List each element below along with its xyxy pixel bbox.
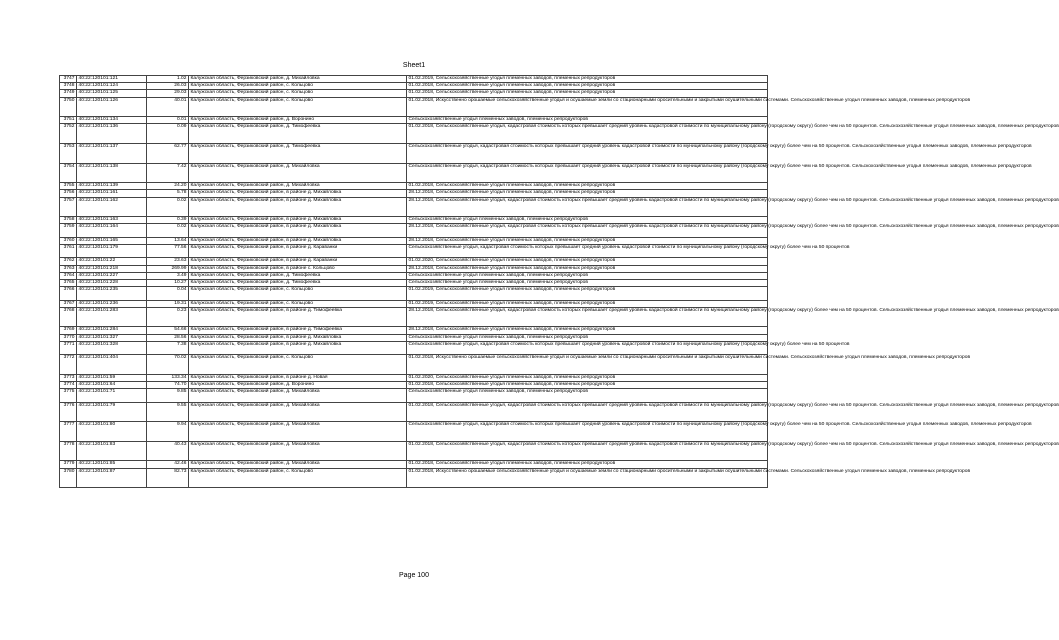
land-use-text: 01.02.2018, Сельскохозяйственные угодья, кадастровая стоимость которых превышает средний уровень кадастровой стоимости по муниципальному району (городскому округу) более чем на 50 процентов. Сельскохозяйственные угодья племенных заводов, племенных репродукторов bbox=[408, 402, 1059, 408]
address-cell: Калужская область, Ферзиковский район, в районе д. Тимофеевка bbox=[189, 327, 407, 334]
land-use-cell bbox=[407, 217, 768, 224]
land-use-cell bbox=[407, 97, 971, 117]
address-cell: Калужская область, Ферзиковский район, с. Кольцово bbox=[189, 300, 407, 307]
land-use-text: Сельскохозяйственные угодья племенных заводов, племенных репродукторов bbox=[408, 334, 588, 340]
area-cell: 0.23 bbox=[147, 307, 189, 327]
cadastral-number-cell: 40:22:120101:71 bbox=[77, 389, 147, 402]
row-number-cell: 3760 bbox=[60, 237, 77, 244]
area-cell: 23.63 bbox=[147, 258, 189, 265]
cadastral-number-cell: 40:22:120101:59 bbox=[77, 374, 147, 381]
land-use-text: 01.02.2018, Искусственно орошаемые сельскохозяйственные угодья и осушаемые земли со стационарными оросительными и закрытыми осушительными системами. Сельскохозяйственные угодья племенных заводов, племенных репродукторов bbox=[408, 355, 971, 361]
area-cell: 9.94 bbox=[147, 422, 189, 442]
land-use-cell bbox=[407, 144, 1032, 164]
land-use-cell bbox=[407, 237, 768, 244]
area-cell: 26.03 bbox=[147, 83, 189, 90]
cadastral-number-cell: 40:22:120101:161 bbox=[77, 190, 147, 197]
land-use-cell bbox=[407, 258, 768, 265]
cadastral-number-cell: 40:22:120101:22 bbox=[77, 258, 147, 265]
area-cell: 0.01 bbox=[147, 117, 189, 124]
table-row bbox=[60, 381, 768, 388]
area-cell: 70.02 bbox=[147, 355, 189, 375]
table-row bbox=[60, 144, 768, 164]
row-number-cell: 3754 bbox=[60, 163, 77, 183]
area-cell: 7.38 bbox=[147, 341, 189, 354]
table-row bbox=[60, 334, 768, 341]
table-row bbox=[60, 468, 768, 488]
land-use-text: 01.02.2018, Сельскохозяйственные угодья племенных заводов, племенных репродукторов bbox=[408, 183, 616, 189]
cadastral-number-cell: 40:22:120101:138 bbox=[77, 163, 147, 183]
cadastral-number-cell: 40:22:120101:404 bbox=[77, 355, 147, 375]
address-cell: Калужская область, Ферзиковский район, д. Тимофеевка bbox=[189, 124, 407, 144]
address-cell: Калужская область, Ферзиковский район, д. Михайловка bbox=[189, 461, 407, 468]
address-cell: Калужская область, Ферзиковский район, в районе д. Караванки bbox=[189, 258, 407, 265]
address-cell: Калужская область, Ферзиковский район, в районе д. Новая bbox=[189, 374, 407, 381]
land-use-cell bbox=[407, 183, 768, 190]
land-use-text: 01.02.2018, Сельскохозяйственные угодья, кадастровая стоимость которых превышает средний уровень кадастровой стоимости по муниципальному району (городскому округу) более чем на 50 процентов. Сельскохозяйственные угодья племенных заводов, племенных репродукторов bbox=[408, 441, 1059, 447]
area-cell: 40.01 bbox=[147, 97, 189, 117]
land-use-cell bbox=[407, 76, 768, 83]
cadastral-number-cell: 40:22:120101:79 bbox=[77, 402, 147, 422]
land-use-cell bbox=[407, 307, 1059, 327]
table-row bbox=[60, 422, 768, 442]
row-number-cell: 3768 bbox=[60, 307, 77, 327]
row-number-cell: 3765 bbox=[60, 279, 77, 286]
land-use-text: Сельскохозяйственные угодья племенных заводов, племенных репродукторов bbox=[408, 117, 588, 123]
address-cell: Калужская область, Ферзиковский район, с. Кольцово bbox=[189, 90, 407, 97]
land-use-text: 01.02.2018, Сельскохозяйственные угодья племенных заводов, племенных репродукторов bbox=[408, 461, 616, 467]
address-cell: Калужская область, Ферзиковский район, д. Михайловка bbox=[189, 389, 407, 402]
land-use-text: 28.12.2018, Сельскохозяйственные угодья племенных заводов, племенных репродукторов bbox=[408, 265, 616, 271]
address-cell: Калужская область, Ферзиковский район, с. Кольцово bbox=[189, 97, 407, 117]
area-cell: 7.42 bbox=[147, 163, 189, 183]
row-number-cell: 3759 bbox=[60, 224, 77, 237]
area-cell: 74.70 bbox=[147, 381, 189, 388]
land-use-text: 01.02.2020, Сельскохозяйственные угодья племенных заводов, племенных репродукторов bbox=[408, 258, 616, 264]
row-number-cell: 3749 bbox=[60, 90, 77, 97]
area-cell: 40.43 bbox=[147, 441, 189, 461]
row-number-cell: 3772 bbox=[60, 355, 77, 375]
area-cell: 9.85 bbox=[147, 389, 189, 402]
cadastral-number-cell: 40:22:120101:121 bbox=[77, 76, 147, 83]
land-use-text: 28.12.2018, Сельскохозяйственные угодья племенных заводов, племенных репродукторов bbox=[408, 327, 616, 333]
land-use-cell bbox=[407, 163, 1032, 183]
land-use-cell bbox=[407, 461, 768, 468]
area-cell: 9.55 bbox=[147, 402, 189, 422]
address-cell: Калужская область, Ферзиковский район, с. Кольцово bbox=[189, 468, 407, 488]
table-row bbox=[60, 272, 768, 279]
land-use-cell bbox=[407, 197, 1059, 217]
cadastral-number-cell: 40:22:120101:125 bbox=[77, 90, 147, 97]
table-row bbox=[60, 327, 768, 334]
address-cell: Калужская область, Ферзиковский район, в районе д. Михайловка bbox=[189, 217, 407, 224]
address-cell: Калужская область, Ферзиковский район, в районе д. Михайловка bbox=[189, 224, 407, 237]
cadastral-number-cell: 40:22:120101:179 bbox=[77, 244, 147, 257]
address-cell: Калужская область, Ферзиковский район, с. Кольцово bbox=[189, 355, 407, 375]
row-number-cell: 3752 bbox=[60, 124, 77, 144]
area-cell: 0.02 bbox=[147, 197, 189, 217]
area-cell: 269.99 bbox=[147, 265, 189, 272]
address-cell: Калужская область, Ферзиковский район, д. Воронино bbox=[189, 117, 407, 124]
land-use-cell bbox=[407, 334, 768, 341]
land-use-cell bbox=[407, 327, 768, 334]
address-cell: Калужская область, Ферзиковский район, в районе с. Кольцово bbox=[189, 265, 407, 272]
land-use-text: 28.12.2018, Сельскохозяйственные угодья, кадастровая стоимость которых превышает средний уровень кадастровой стоимости по муниципальному району (городскому округу) более чем на 50 процентов. Сельскохозяйственные угодья племенных заводов, племенных репродукторов bbox=[408, 197, 1059, 203]
area-cell: 3.49 bbox=[147, 272, 189, 279]
cadastral-number-cell: 40:22:120101:85 bbox=[77, 461, 147, 468]
area-cell: 10.27 bbox=[147, 279, 189, 286]
land-use-cell bbox=[407, 374, 768, 381]
address-cell: Калужская область, Ферзиковский район, д. Михайловка bbox=[189, 163, 407, 183]
land-use-text: Сельскохозяйственные угодья, кадастровая стоимость которых превышает средний уровень кадастровой стоимости по муниципальному району (городскому округу) более чем на 50 процентов. Сельскохозяйственные угодья племенных заводов, племенных репродукторов bbox=[408, 144, 1032, 149]
land-use-cell bbox=[407, 279, 768, 286]
land-use-text: Сельскохозяйственные угодья, кадастровая стоимость которых превышает средний уровень кадастровой стоимости по муниципальному району (городскому округу) более чем на 50 процентов. Сельскохозяйственные угодья племенных заводов, племенных репродукторов bbox=[408, 163, 1032, 169]
table-row bbox=[60, 287, 768, 300]
address-cell: Калужская область, Ферзиковский район, в районе д. Михайловка bbox=[189, 237, 407, 244]
land-use-text: Сельскохозяйственные угодья племенных заводов, племенных репродукторов bbox=[408, 272, 588, 278]
land-use-text: 28.12.2018, Сельскохозяйственные угодья племенных заводов, племенных репродукторов bbox=[408, 190, 616, 196]
cadastral-number-cell: 40:22:120101:227 bbox=[77, 272, 147, 279]
land-use-cell bbox=[407, 190, 768, 197]
table-row bbox=[60, 389, 768, 402]
table-row bbox=[60, 163, 768, 183]
address-cell: Калужская область, Ферзиковский район, с. Кольцово bbox=[189, 287, 407, 300]
land-use-text: 01.02.2018, Сельскохозяйственные угодья, кадастровая стоимость которых превышает средний уровень кадастровой стоимости по муниципальному району (городскому округу) более чем на 50 процентов. Сельскохозяйственные угодья племенных заводов, племенных репродукторов bbox=[408, 124, 1059, 130]
cadastral-number-cell: 40:22:120101:87 bbox=[77, 468, 147, 488]
table-row bbox=[60, 341, 768, 354]
row-number-cell: 3762 bbox=[60, 258, 77, 265]
table-row bbox=[60, 76, 768, 83]
table-row bbox=[60, 374, 768, 381]
address-cell: Калужская область, Ферзиковский район, д. Тимофеевка bbox=[189, 144, 407, 164]
row-number-cell: 3750 bbox=[60, 97, 77, 117]
cadastral-number-cell: 40:22:120101:235 bbox=[77, 287, 147, 300]
area-cell: 42.46 bbox=[147, 461, 189, 468]
land-use-cell bbox=[407, 224, 1059, 237]
row-number-cell: 3774 bbox=[60, 381, 77, 388]
address-cell: Калужская область, Ферзиковский район, в районе д. Караванки bbox=[189, 244, 407, 257]
land-use-text: 28.12.2018, Сельскохозяйственные угодья, кадастровая стоимость которых превышает средний уровень кадастровой стоимости по муниципальному району (городскому округу) более чем на 50 процентов. Сельскохозяйственные угодья племенных заводов, племенных репродукторов bbox=[408, 307, 1059, 313]
land-use-cell bbox=[407, 355, 971, 375]
land-use-cell bbox=[407, 124, 1059, 144]
cadastral-number-cell: 40:22:120101:228 bbox=[77, 279, 147, 286]
area-cell: 77.56 bbox=[147, 244, 189, 257]
area-cell: 19.31 bbox=[147, 300, 189, 307]
address-cell: Калужская область, Ферзиковский район, д. Михайловка bbox=[189, 441, 407, 461]
address-cell: Калужская область, Ферзиковский район, д. Михайловка bbox=[189, 76, 407, 83]
table-row bbox=[60, 355, 768, 375]
row-number-cell: 3761 bbox=[60, 244, 77, 257]
row-number-cell: 3770 bbox=[60, 334, 77, 341]
cadastral-number-cell: 40:22:120101:218 bbox=[77, 265, 147, 272]
land-use-cell bbox=[407, 402, 1059, 422]
table-row bbox=[60, 97, 768, 117]
cadastral-number-cell: 40:22:120101:64 bbox=[77, 381, 147, 388]
cadastral-number-cell: 40:22:120101:134 bbox=[77, 117, 147, 124]
cadastral-number-cell: 40:22:120101:126 bbox=[77, 97, 147, 117]
row-number-cell: 3773 bbox=[60, 374, 77, 381]
area-cell: 5.78 bbox=[147, 190, 189, 197]
land-use-cell bbox=[407, 468, 971, 488]
row-number-cell: 3755 bbox=[60, 183, 77, 190]
area-cell: 1.02 bbox=[147, 76, 189, 83]
address-cell: Калужская область, Ферзиковский район, д. Михайловка bbox=[189, 402, 407, 422]
row-number-cell: 3751 bbox=[60, 117, 77, 124]
cadastral-number-cell: 40:22:120101:327 bbox=[77, 334, 147, 341]
row-number-cell: 3766 bbox=[60, 287, 77, 300]
table-row bbox=[60, 90, 768, 97]
land-use-text: 01.02.2019, Сельскохозяйственные угодья племенных заводов, племенных репродукторов bbox=[408, 300, 616, 306]
cadastral-number-cell: 40:22:120101:328 bbox=[77, 341, 147, 354]
area-cell: 0.04 bbox=[147, 287, 189, 300]
table-row bbox=[60, 441, 768, 461]
address-cell: Калужская область, Ферзиковский район, д. Тимофеевка bbox=[189, 279, 407, 286]
land-use-cell bbox=[407, 244, 850, 257]
area-cell: 0.39 bbox=[147, 217, 189, 224]
land-use-text: 01.02.2018, Сельскохозяйственные угодья племенных заводов, племенных репродукторов bbox=[408, 90, 616, 96]
land-use-cell bbox=[407, 287, 768, 300]
cadastral-number-cell: 40:22:120101:83 bbox=[77, 441, 147, 461]
parcel-table bbox=[59, 75, 1059, 488]
address-cell: Калужская область, Ферзиковский район, д. Воронино bbox=[189, 381, 407, 388]
land-use-cell bbox=[407, 341, 850, 354]
land-use-text: 28.12.2018, Сельскохозяйственные угодья, кадастровая стоимость которых превышает средний уровень кадастровой стоимости по муниципальному району (городскому округу) более чем на 50 процентов. Сельскохозяйственные угодья племенных заводов, племенных репродукторов bbox=[408, 224, 1059, 230]
area-cell: 54.66 bbox=[147, 327, 189, 334]
land-use-text: Сельскохозяйственные угодья племенных заводов, племенных репродукторов bbox=[408, 279, 588, 285]
table-row bbox=[60, 300, 768, 307]
table-row bbox=[60, 307, 768, 327]
address-cell: Калужская область, Ферзиковский район, в районе д. Михайловка bbox=[189, 197, 407, 217]
address-cell: Калужская область, Ферзиковский район, в районе д. Михайловка bbox=[189, 334, 407, 341]
parcel-table-body bbox=[60, 76, 1059, 488]
sheet-title: Sheet1 bbox=[402, 62, 426, 69]
land-use-cell bbox=[407, 265, 768, 272]
row-number-cell: 3775 bbox=[60, 389, 77, 402]
area-cell: 82.73 bbox=[147, 468, 189, 488]
address-cell: Калужская область, Ферзиковский район, в районе д. Тимофеевка bbox=[189, 307, 407, 327]
area-cell: 62.77 bbox=[147, 144, 189, 164]
cadastral-number-cell: 40:22:120101:284 bbox=[77, 327, 147, 334]
table-row bbox=[60, 402, 768, 422]
area-cell: 24.20 bbox=[147, 183, 189, 190]
cadastral-number-cell: 40:22:120101:80 bbox=[77, 422, 147, 442]
row-number-cell: 3769 bbox=[60, 327, 77, 334]
area-cell: 133.34 bbox=[147, 374, 189, 381]
land-use-text: Сельскохозяйственные угодья, кадастровая стоимость которых превышает средний уровень кадастровой стоимости по муниципальному району (городскому округу) более чем на 50 процентов bbox=[408, 341, 850, 347]
row-number-cell: 3764 bbox=[60, 272, 77, 279]
row-number-cell: 3771 bbox=[60, 341, 77, 354]
table-row bbox=[60, 237, 768, 244]
cadastral-number-cell: 40:22:120101:283 bbox=[77, 307, 147, 327]
address-cell: Калужская область, Ферзиковский район, д. Михайловка bbox=[189, 422, 407, 442]
cadastral-number-cell: 40:22:120101:163 bbox=[77, 217, 147, 224]
address-cell: Калужская область, Ферзиковский район, с. Кольцово bbox=[189, 83, 407, 90]
land-use-cell bbox=[407, 441, 1059, 461]
row-number-cell: 3753 bbox=[60, 144, 77, 164]
land-use-cell bbox=[407, 272, 768, 279]
table-row bbox=[60, 258, 768, 265]
row-number-cell: 3756 bbox=[60, 190, 77, 197]
row-number-cell: 3763 bbox=[60, 265, 77, 272]
address-cell: Калужская область, Ферзиковский район, д. Михайловка bbox=[189, 183, 407, 190]
land-use-cell bbox=[407, 300, 768, 307]
row-number-cell: 3747 bbox=[60, 76, 77, 83]
address-cell: Калужская область, Ферзиковский район, в районе д. Михайловка bbox=[189, 341, 407, 354]
table-row bbox=[60, 83, 768, 90]
address-cell: Калужская область, Ферзиковский район, в районе д. Михайловка bbox=[189, 190, 407, 197]
land-use-cell bbox=[407, 422, 1032, 442]
land-use-text: 28.12.2018, Сельскохозяйственные угодья племенных заводов, племенных репродукторов bbox=[408, 237, 616, 243]
land-use-text: Сельскохозяйственные угодья племенных заводов, племенных репродукторов bbox=[408, 217, 588, 223]
land-use-cell bbox=[407, 389, 768, 402]
row-number-cell: 3758 bbox=[60, 217, 77, 224]
land-use-cell bbox=[407, 117, 768, 124]
area-cell: 0.09 bbox=[147, 124, 189, 144]
table-row bbox=[60, 224, 768, 237]
land-use-text: Сельскохозяйственные угодья, кадастровая стоимость которых превышает средний уровень кадастровой стоимости по муниципальному району (городскому округу) более чем на 50 процентов. Сельскохозяйственные угодья племенных заводов, племенных репродукторов bbox=[408, 422, 1032, 428]
land-use-cell bbox=[407, 83, 768, 90]
area-cell: 29.03 bbox=[147, 90, 189, 97]
table-row bbox=[60, 190, 768, 197]
table-row bbox=[60, 279, 768, 286]
address-cell: Калужская область, Ферзиковский район, д. Тимофеевка bbox=[189, 272, 407, 279]
row-number-cell: 3778 bbox=[60, 441, 77, 461]
cadastral-number-cell: 40:22:120101:164 bbox=[77, 224, 147, 237]
land-use-text: 01.02.2018, Сельскохозяйственные угодья племенных заводов, племенных репродукторов bbox=[408, 83, 616, 89]
cadastral-number-cell: 40:22:120101:136 bbox=[77, 124, 147, 144]
land-use-text: 01.02.2018, Искусственно орошаемые сельскохозяйственные угодья и осушаемые земли со стационарными оросительными и закрытыми осушительными системами. Сельскохозяйственные угодья племенных заводов, племенных репродукторов bbox=[408, 97, 971, 103]
table-row bbox=[60, 183, 768, 190]
land-use-text: 01.02.2018, Сельскохозяйственные угодья племенных заводов, племенных репродукторов bbox=[408, 381, 616, 387]
table-row bbox=[60, 244, 768, 257]
cadastral-number-cell: 40:22:120101:165 bbox=[77, 237, 147, 244]
cadastral-number-cell: 40:22:120101:124 bbox=[77, 83, 147, 90]
area-cell: 28.56 bbox=[147, 334, 189, 341]
table-row bbox=[60, 117, 768, 124]
land-use-text: 01.02.2018, Искусственно орошаемые сельскохозяйственные угодья и осушаемые земли со стационарными оросительными и закрытыми осушительными системами. Сельскохозяйственные угодья племенных заводов, племенных репродукторов bbox=[408, 468, 971, 474]
row-number-cell: 3780 bbox=[60, 468, 77, 488]
table-row bbox=[60, 217, 768, 224]
land-use-text: Сельскохозяйственные угодья племенных заводов, племенных репродукторов bbox=[408, 389, 588, 395]
row-number-cell: 3757 bbox=[60, 197, 77, 217]
row-number-cell: 3779 bbox=[60, 461, 77, 468]
page-number: Page 100 bbox=[399, 572, 429, 579]
table-row bbox=[60, 197, 768, 217]
row-number-cell: 3776 bbox=[60, 402, 77, 422]
row-number-cell: 3767 bbox=[60, 300, 77, 307]
cadastral-number-cell: 40:22:120101:162 bbox=[77, 197, 147, 217]
row-number-cell: 3748 bbox=[60, 83, 77, 90]
land-use-cell bbox=[407, 381, 768, 388]
land-use-text: 01.02.2019, Сельскохозяйственные угодья племенных заводов, племенных репродукторов bbox=[408, 287, 616, 293]
land-use-text: Сельскохозяйственные угодья, кадастровая стоимость которых превышает средний уровень кадастровой стоимости по муниципальному району (городскому округу) более чем на 50 процентов bbox=[408, 244, 850, 250]
cadastral-number-cell: 40:22:120101:137 bbox=[77, 144, 147, 164]
table-row bbox=[60, 461, 768, 468]
area-cell: 0.02 bbox=[147, 224, 189, 237]
area-cell: 13.64 bbox=[147, 237, 189, 244]
land-use-text: 01.02.2019, Сельскохозяйственные угодья племенных заводов, племенных репродукторов bbox=[408, 76, 616, 81]
land-use-text: 01.02.2020, Сельскохозяйственные угодья племенных заводов, племенных репродукторов bbox=[408, 374, 616, 380]
cadastral-number-cell: 40:22:120101:139 bbox=[77, 183, 147, 190]
land-use-cell bbox=[407, 90, 768, 97]
cadastral-number-cell: 40:22:120101:236 bbox=[77, 300, 147, 307]
table-row bbox=[60, 124, 768, 144]
row-number-cell: 3777 bbox=[60, 422, 77, 442]
table-row bbox=[60, 265, 768, 272]
